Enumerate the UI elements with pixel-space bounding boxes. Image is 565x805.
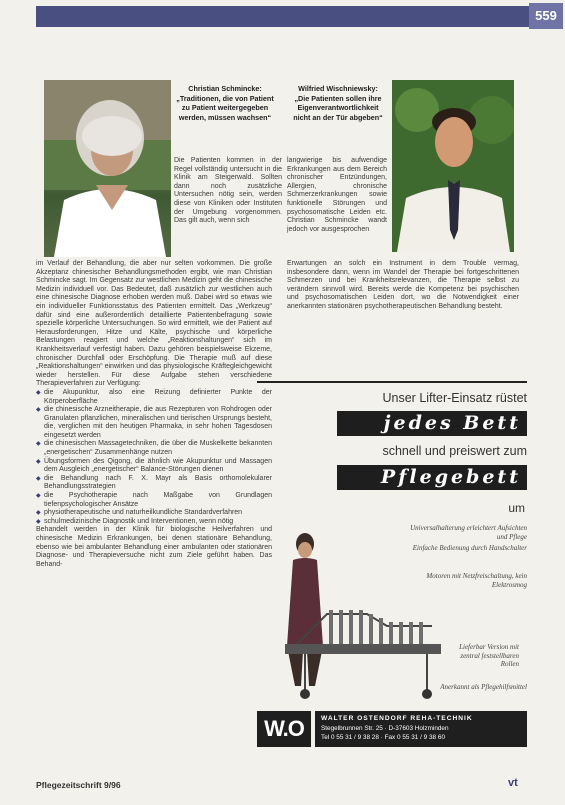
caption-left: [175, 84, 275, 122]
caption-right: [288, 84, 388, 122]
ad-phone: Tel 0 55 31 / 9 38 28 · Fax 0 55 31 / 9 38 60: [321, 734, 445, 741]
ad-feature-5: Anerkannt als Pflegehilfsmittel: [440, 683, 527, 691]
ad-address: Stegelbrunnen Str. 25 · D-37603 Holzminden: [321, 724, 449, 732]
caption-right-quote: „Die Patienten sollen ihre Eigenverantwortlichkeit nicht an der Tür abgeben“: [293, 93, 383, 122]
article-right-text-1: langwierige bis aufwendige Erkrankungen aus dem Bereich chronischer Entzündungen, Allergien, chronische Schmerzerkrankungen sowie funktionelle Störungen und psychosomatische Leiden etc. Christian Schmincke wandt jedoch vor ausgesprochen: [287, 157, 387, 233]
portrait-photo-left: [44, 80, 171, 257]
ad-headline-1: Unser Lifter-Einsatz rüstet: [382, 391, 527, 405]
list-item: ◆ die chinesischen Massagetechniken, die über die Muskelkette bekannten „energetischen“ Zusammenhänge nutzen: [36, 440, 272, 457]
journal-footer: Pflegezeitschrift 9/96: [36, 780, 121, 790]
article-column-left: [36, 260, 272, 569]
list-item: ◆ die chinesische Arzneitherapie, die aus Rezepturen von Rohdrogen oder Granulaten pflanzlichen, mineralischen und tierischen Ursprungs besteht, die, verglichen mit den heutigen Pharmaka, in sehr hohen Tagesdosen eingesetzt werden: [36, 406, 272, 440]
ad-feature-4: Lieferbar Version mit zentral feststellbaren Rollen: [459, 643, 519, 669]
list-item: ◆ physiotherapeutische und naturheilkundliche Standardverfahren: [36, 509, 272, 518]
wo-logo: [257, 711, 311, 747]
header-bar: [36, 6, 529, 27]
therapy-list: [36, 389, 272, 527]
ad-contact-block: [315, 711, 527, 747]
publisher-mark: vt: [508, 777, 518, 789]
list-item: ◆ schulmedizinische Diagnostik und Interventionen, wenn nötig: [36, 518, 272, 527]
list-item: ◆ die Behandlung nach F. X. Mayr als Basis orthomolekularer Behandlungsstrategien: [36, 475, 272, 492]
caption-left-name: Christian Schmincke:: [188, 84, 262, 93]
ad-headline-2: schnell und preiswert zum: [382, 444, 527, 458]
bed-lifter-image: [257, 526, 457, 706]
list-item: ◆ die Psychotherapie nach Maßgabe von Grundlagen tiefenpsychologischer Ansätze: [36, 492, 272, 509]
ad-top-rule: [257, 381, 527, 383]
article-left-tail: Behandelt werden in der Klinik für biologische Heilverfahren und chinesische Medizin Erkrankungen, bei denen stationäre Behandlung, ebenso wie bei ambulanter Behandlung einer ambulanten oder stationären Diagnose- und Therapieversuche nicht zum Ziele geführt haben. Das Behand-: [36, 526, 272, 568]
article-column-right-top: [287, 157, 387, 234]
ad-banner-1: jedes Bett: [337, 411, 527, 436]
wo-logo-text: W.O: [264, 716, 304, 741]
article-right-text-2: Erwartungen an solch ein Instrument in dem Trouble vermag, insbesondere dann, wenn im Wandel der Therapie bei fortgeschrittenen Schmerzen und bei Krankheitsrelevanzen, die Therapie selbst zu verändern sinnvoll wird. Bereits werde die Kompetenz bei psychischen und psychosomatischen Leiden dort, wo die Notwendigkeit einer anerkannten stationären psychotherapeutischen Behandlung besteht.: [287, 260, 519, 310]
caption-right-name: Wilfried Wischniewsky:: [298, 84, 378, 93]
ad-banner-2: Pflegebett: [337, 465, 527, 490]
ad-company-name: WALTER OSTENDORF REHA-TECHNIK: [321, 715, 473, 722]
ad-feature-2: Einfache Bedienung durch Handschalter: [412, 544, 527, 552]
list-item: ◆ Übungsformen des Qigong, die ähnlich wie Akupunktur und Massagen dem Ausgleich „energetischer“ Balance-Störungen dienen: [36, 458, 272, 475]
ad-headline-3: um: [508, 501, 525, 515]
ad-feature-1: Universalhalterung erleichtert Aufsichten und Pflege: [410, 524, 527, 541]
article-left-text: im Verlauf der Behandlung, die aber nur selten vorkommen. Die große Akzeptanz chinesischer Behandlungsmethoden ergibt, wie man Christian Schmincke sagt. Im Gegensatz zur westlichen Medizin geht die chinesische Medizin individuell vor. Das Bedeutet, daß zusätzlich zur westlichen auch eine chinesische Diagnose erhoben werden muß. Dabei wird so etwas wie ein individueller Funktionsstatus des Patienten ermittelt. Das „Werkzeug“ dafür sind eine außerordentlich detaillierte Patientenbefragung sowie spezielle körperliche Untersuchungen. So wird ermittelt, wie der Patient auf Herausforderungen, Hitze und Kälte, psychische und körperliche Belastungen reagiert und welche „Reaktionshaltungen“ sich im Krankheitsverlauf verfestigt haben. Dazu gehören beispielsweise Ekzeme, chronischer Durchfall oder Erschöpfung. Die Therapie muß auf diese „Reaktionshaltungen“ einwirken und das physiologische Kräftegleichgewicht wieder herstellen. Für diese Aufgabe stehen verschiedene Therapieverfahren zur Verfügung:: [36, 260, 272, 388]
list-item: ◆ die Akupunktur, also eine Reizung definierter Punkte der Körperoberfläche: [36, 389, 272, 406]
article-mid-text: Die Patienten kommen in der Regel vollständig untersucht in die Klinik am Steigerwald. Sollten dann noch zusätzliche Untersuchen nötig sein, werden diese von Kliniken oder Instituten der Umgebung vorgenommen. Das gilt auch, wenn sich: [174, 157, 282, 225]
advertisement: [257, 381, 527, 764]
ad-feature-3: Motoren mit Netzfreischaltung, kein Elektrosmog: [426, 572, 527, 589]
article-column-middle: [174, 157, 282, 226]
caption-left-quote: „Traditionen, die von Patient zu Patient weitergegeben werden, müssen wachsen“: [176, 93, 274, 122]
portrait-photo-right: [392, 80, 514, 252]
page-number: 559: [529, 3, 563, 29]
article-column-right-bottom: [287, 260, 519, 312]
